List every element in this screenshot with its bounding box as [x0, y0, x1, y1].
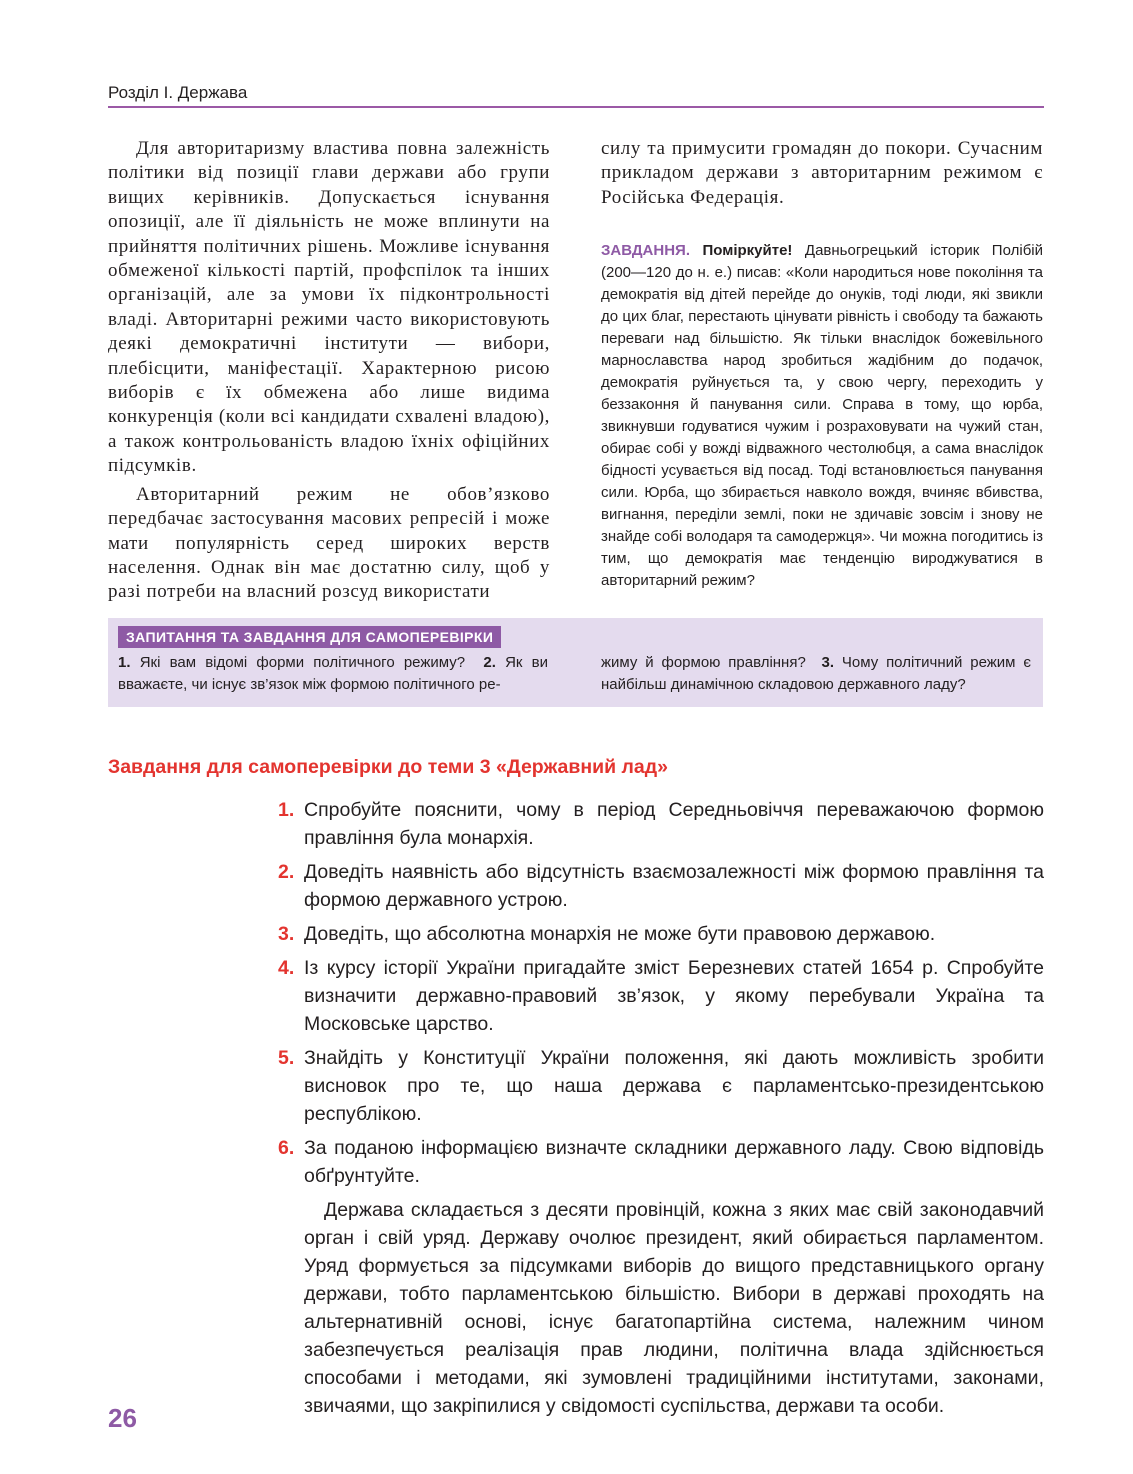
selfcheck-title: ЗАПИТАННЯ ТА ЗАВДАННЯ ДЛЯ САМОПЕРЕВІРКИ: [118, 626, 501, 648]
list-item: [278, 1044, 1044, 1128]
item-text: Знайдіть у Конституції України положення, які дають можливість зробити висновок про те, що наша держава є парламентсько-президентською республікою.: [304, 1047, 1044, 1125]
item-text: За поданою інформацією визначте складники державного ладу. Свою відповідь обґрунтуйте.: [304, 1137, 1044, 1187]
list-item: [278, 858, 1044, 914]
list-item: [278, 954, 1044, 1038]
question-number: 1.: [118, 654, 131, 671]
question-text: жиму й формою правління?: [601, 654, 806, 671]
left-text-column: [108, 137, 550, 605]
scenario-text: [278, 1196, 1044, 1420]
item-text: Спробуйте пояснити, чому в період Середньовіччя переважаючою формою правління була монархія.: [304, 799, 1044, 849]
list-item: [278, 796, 1044, 852]
question-text: Як ви вважаєте, чи існує зв’язок між формою політичного ре-: [118, 654, 548, 693]
item-text: Із курсу історії України пригадайте зміст Березневих статей 1654 р. Спробуйте визначити державно-правовий зв’язок, у якому перебували Україна та Московське царство.: [304, 957, 1044, 1035]
section-title: Завдання для самоперевірки до теми 3 «Державний лад»: [108, 756, 668, 778]
question-number: 3.: [821, 654, 835, 671]
header-divider: [108, 106, 1044, 108]
task-emphasis: Поміркуйте!: [702, 242, 793, 259]
task-text: Давньогрецький історик Полібій (200—120 до н. е.) писав: «Коли народиться нове покоління та демократія від дітей перейде до онуків, тоді люди, які звикли до цих благ, перестають цінувати рівність і свободу та бажають переваги над більшістю. Як тільки внаслідок божевільного марнославства народ зробиться жадібним до подачок, демократія руйнується та, у свою чергу, переходить у беззаконня й панування сили. Справа в тому, що юрба, звикнувши годуватися чужим і розраховувати на чужий стан, обирає собі у вожді відважного честолюбця, а сама внаслідок бідності усувається від посад. Тоді встановлюється панування сили. Юрба, що збирається навколо вождя, вчиняє вбивства, вигнання, переділи землі, поки не здичавіє зовсім і знову не знайде собі володаря та самодержця». Чи можна погодитись із тим, що демократія має тенденцію вироджуватися в авторитарний режим?: [601, 242, 1043, 589]
item-number: 5.: [278, 1047, 295, 1069]
right-text-column: [601, 137, 1043, 210]
item-number: 4.: [278, 957, 295, 979]
page-number: 26: [108, 1403, 137, 1433]
task-list: [278, 796, 1044, 1420]
question-text: Які вам відомі форми політичного режиму?: [139, 654, 466, 671]
item-number: 3.: [278, 923, 295, 945]
paragraph: силу та примусити громадян до покори. Сучасним прикладом держави з авторитарним режимом є Російська Федерація.: [601, 138, 1043, 208]
item-number: 6.: [278, 1137, 295, 1159]
item-number: 2.: [278, 861, 295, 883]
selfcheck-questions-left: [118, 652, 548, 696]
item-text: Доведіть наявність або відсутність взаємозалежності між формою правління та формою державного устрою.: [304, 861, 1044, 911]
task-label: ЗАВДАННЯ.: [601, 242, 690, 259]
list-item: [278, 1134, 1044, 1190]
item-number: 1.: [278, 799, 295, 821]
scenario-paragraph: Держава складається з десяти провінцій, кожна з яких має свій законодавчий орган і свій уряд. Державу очолює президент, який обирається парламентом. Уряд формується за підсумками виборів до вищого представницького органу держави, тобто парламентською більшістю. Вибори в державі проходять на альтернативній основі, існує багатопартійна система, належним чином забезпечується реалізація прав людини, політична влада здійснюється способами і методами, які зумовлені традиційними інститутами, законами, звичаями, що закріпилися у свідомості суспільства, держави та особи.: [304, 1199, 1044, 1417]
list-item: [278, 920, 1044, 948]
paragraph: Для авторитаризму властива повна залежність політики від позиції глави держави або групи вищих керівників. Допускається існування опозиції, але її діяльність не може вплинути на прийняття політичних рішень. Можливе існування обмеженої кількості партій, профспілок та інших організацій, але за умови їх підконтрольності владі. Авторитарні режими часто використовують деякі демократичні інститути — вибори, плебісцити, маніфестації. Характерною рисою виборів є їх обмежена або лише видима конкуренція (коли всі кандидати схвалені владою), а також контрольованість владою їхніх офіційних підсумків.: [108, 138, 550, 477]
item-text: Доведіть, що абсолютна монархія не може бути правовою державою.: [304, 923, 936, 945]
running-header: Розділ І. Держава: [108, 83, 248, 102]
question-text: Чому політичний режим є найбільш динамічною складовою державного ладу?: [601, 654, 1031, 693]
selfcheck-questions-right: [601, 652, 1031, 696]
task-block: [601, 240, 1043, 592]
question-number: 2.: [483, 654, 496, 671]
paragraph: Авторитарний режим не обов’язково передбачає застосування масових репресій і може мати популярність серед широких верств населення. Однак він має достатню силу, щоб у разі потреби на власний розсуд використати: [108, 483, 550, 603]
